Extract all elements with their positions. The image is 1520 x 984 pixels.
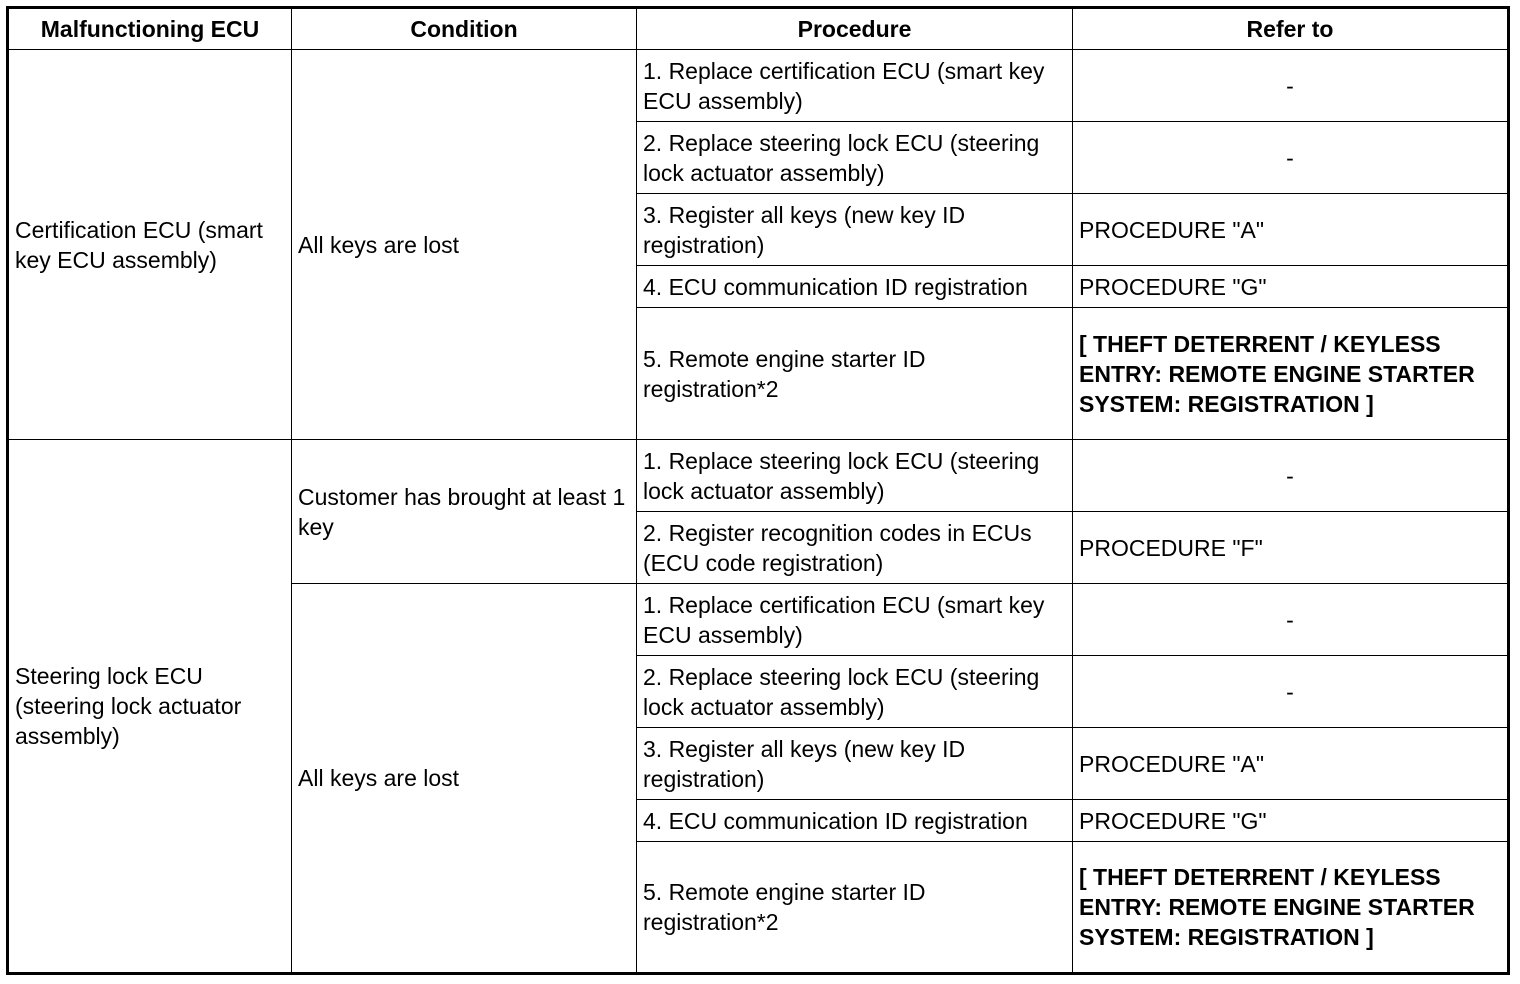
header-condition: Condition [292,8,637,50]
refer-cell: - [1073,50,1509,122]
procedure-cell: 2. Register recognition codes in ECUs (ECU code registration) [637,512,1073,584]
procedure-cell: 2. Replace steering lock ECU (steering lock actuator assembly) [637,122,1073,194]
table-row [8,440,1509,512]
refer-cell: - [1073,584,1509,656]
procedure-cell: 4. ECU communication ID registration [637,266,1073,308]
refer-cell: PROCEDURE "F" [1073,512,1509,584]
condition-cell: All keys are lost [292,50,637,440]
header-procedure: Procedure [637,8,1073,50]
refer-cell: PROCEDURE "G" [1073,800,1509,842]
refer-cell: PROCEDURE "A" [1073,194,1509,266]
header-refer-to: Refer to [1073,8,1509,50]
procedure-cell: 3. Register all keys (new key ID registration) [637,728,1073,800]
ecu-cell: Steering lock ECU (steering lock actuator assembly) [8,440,292,974]
procedure-cell: 1. Replace steering lock ECU (steering lock actuator assembly) [637,440,1073,512]
procedure-cell: 2. Replace steering lock ECU (steering lock actuator assembly) [637,656,1073,728]
procedure-cell: 5. Remote engine starter ID registration*2 [637,308,1073,440]
procedure-cell: 1. Replace certification ECU (smart key ECU assembly) [637,584,1073,656]
refer-cell: - [1073,122,1509,194]
procedure-cell: 5. Remote engine starter ID registration*2 [637,842,1073,974]
refer-link-cell[interactable]: [ THEFT DETERRENT / KEYLESS ENTRY: REMOTE ENGINE STARTER SYSTEM: REGISTRATION ] [1073,308,1509,440]
header-malfunctioning-ecu: Malfunctioning ECU [8,8,292,50]
refer-link-cell[interactable]: [ THEFT DETERRENT / KEYLESS ENTRY: REMOTE ENGINE STARTER SYSTEM: REGISTRATION ] [1073,842,1509,974]
ecu-cell: Certification ECU (smart key ECU assembly) [8,50,292,440]
procedure-cell: 4. ECU communication ID registration [637,800,1073,842]
condition-cell: All keys are lost [292,584,637,974]
refer-cell: PROCEDURE "A" [1073,728,1509,800]
refer-cell: - [1073,440,1509,512]
header-row [8,8,1509,50]
refer-cell: PROCEDURE "G" [1073,266,1509,308]
procedure-cell: 3. Register all keys (new key ID registration) [637,194,1073,266]
ecu-procedure-table [6,6,1510,975]
refer-cell: - [1073,656,1509,728]
procedure-cell: 1. Replace certification ECU (smart key ECU assembly) [637,50,1073,122]
condition-cell: Customer has brought at least 1 key [292,440,637,584]
table-row [8,50,1509,122]
